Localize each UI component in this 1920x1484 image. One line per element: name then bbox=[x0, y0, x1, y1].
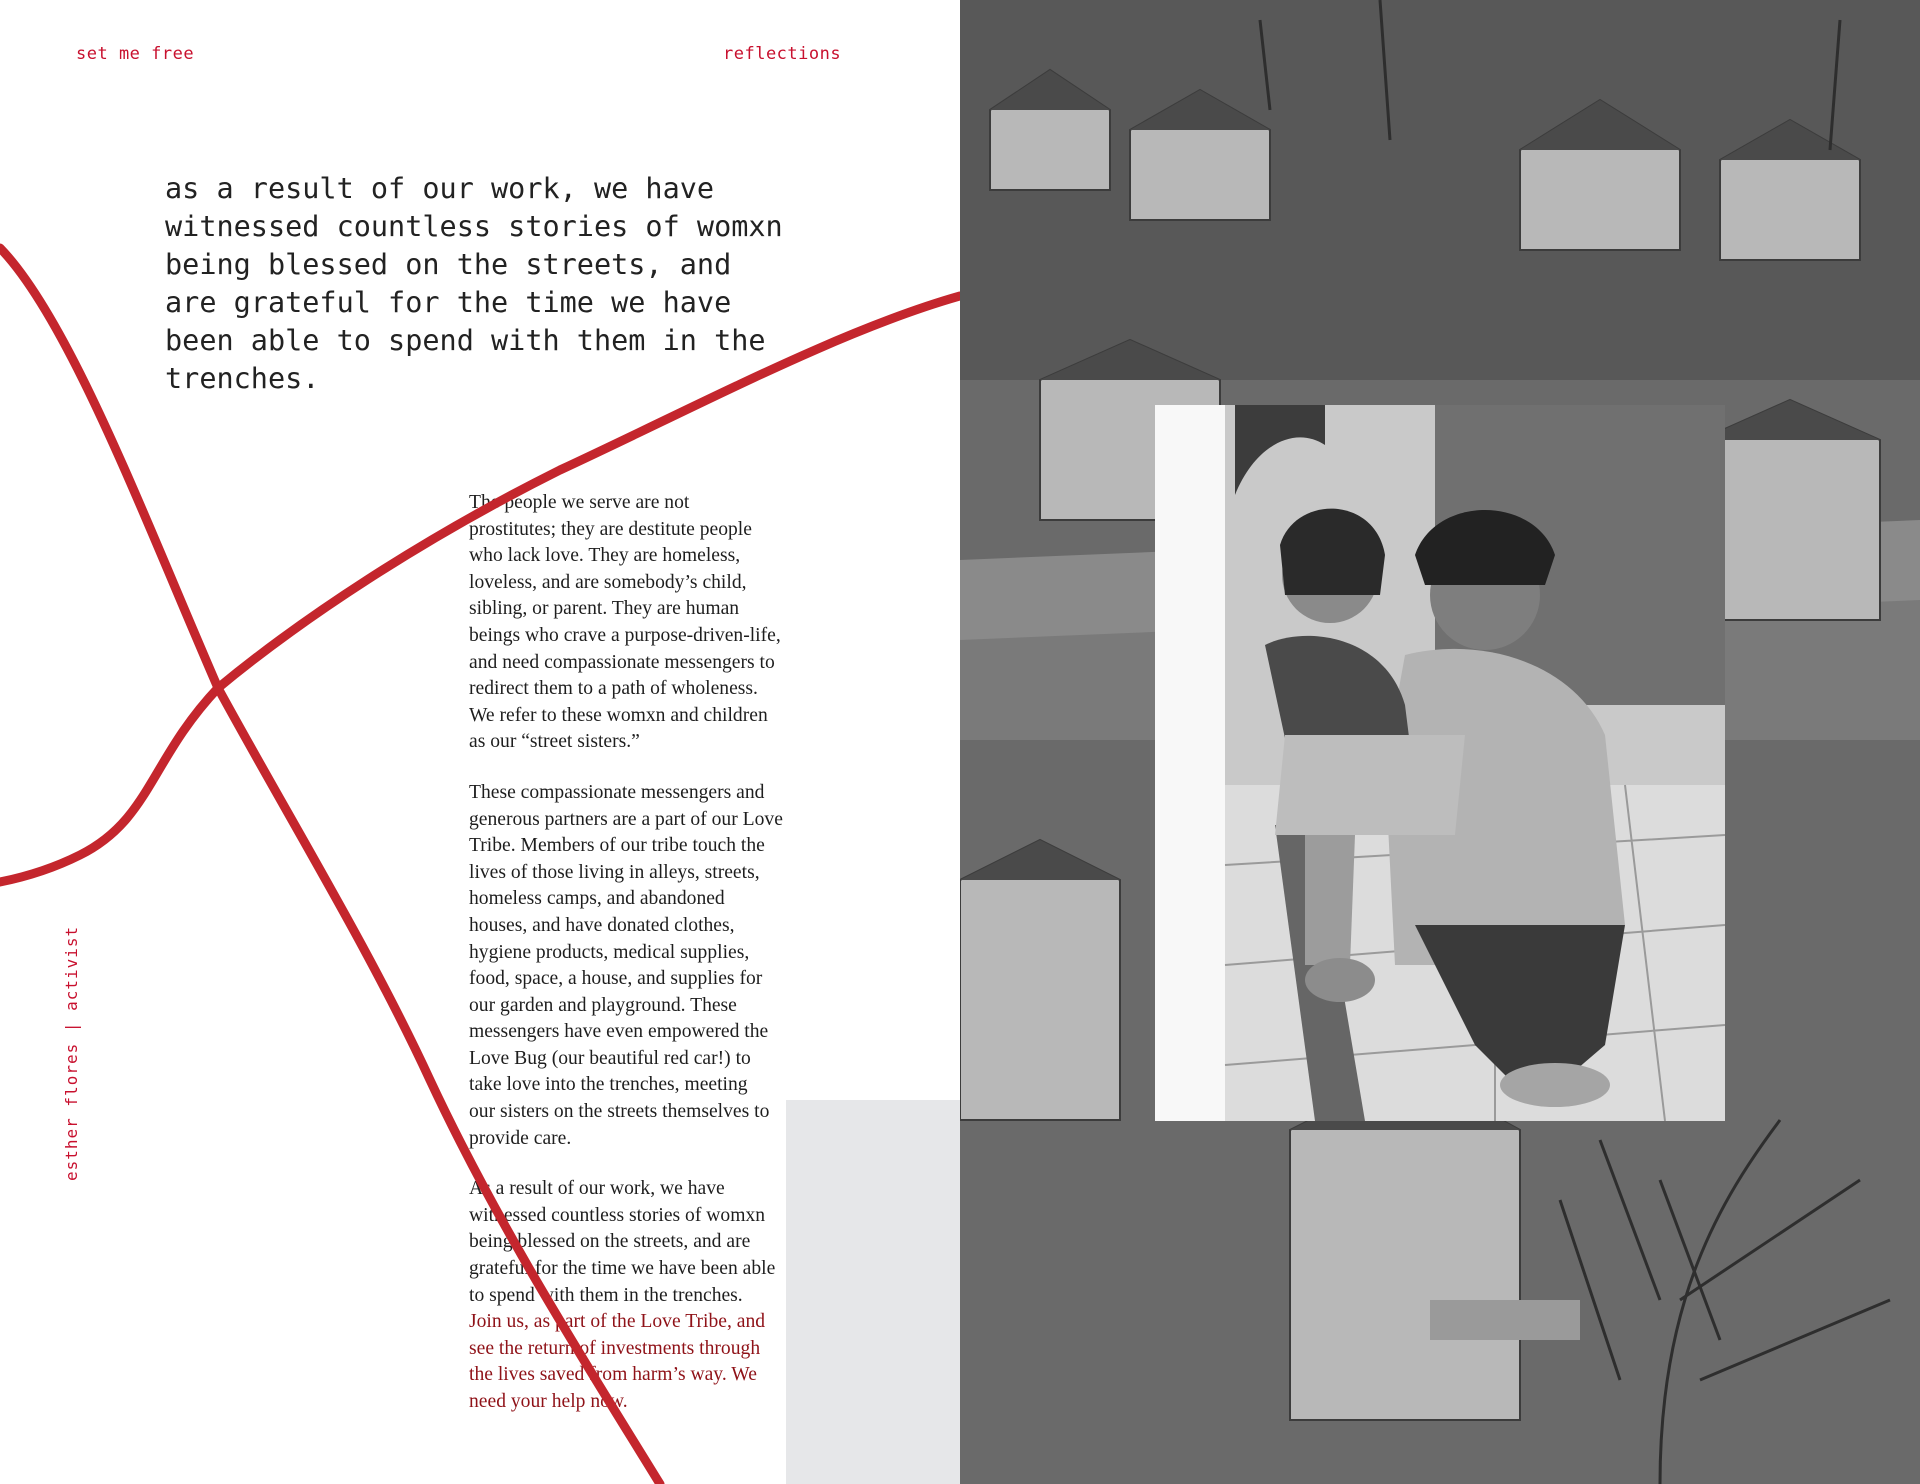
body-copy bbox=[469, 490, 839, 1440]
body-paragraph-2: These compassionate messengers and generous partners are a part of our Love Tribe. Members of our tribe touch the lives of those living in alleys, streets, homeless camps, and abandoned houses, and have donated clothes, hygiene products, medical supplies, food, space, a house, and supplies for our garden and playground. These messengers have even empowered the Love Bug (our beautiful red car!) to take love into the trenches, meeting our sisters on the streets themselves to provide care. bbox=[469, 781, 783, 1149]
body-paragraph-1: The people we serve are not prostitutes; they are destitute people who lack love. They are homeless, loveless, and are somebody’s child, sibling, or parent. They are human beings who crave a purpose-driven-life, and need compassionate messengers to redirect them to a path of wholeness. We refer to these womxn and children as our “street sisters.” bbox=[469, 492, 781, 753]
right-page bbox=[960, 0, 1920, 1484]
call-to-action-text: Join us, as part of the Love Tribe, and see the return of investments through the lives saved from harm’s way. We need your help now. bbox=[469, 1311, 766, 1412]
portrait-photo bbox=[1155, 405, 1725, 1121]
yarn-strand-loop bbox=[0, 688, 218, 882]
body-paragraph-3 bbox=[469, 1176, 839, 1415]
running-head-right: reflections bbox=[723, 44, 842, 64]
running-head-left: set me free bbox=[76, 44, 195, 64]
pull-quote: as a result of our work, we have witnessed countless stories of womxn being blessed on the streets, and are grateful for the time we have been able to spend with them in the trenches. bbox=[165, 172, 783, 395]
photo-content bbox=[1155, 405, 1725, 1121]
body-paragraph-3-text: As a result of our work, we have witnessed countless stories of womxn being blessed on the streets, and are grateful for the time we have been able to spend with them in the trenches. bbox=[469, 1178, 776, 1306]
author-credit: esther flores | activist bbox=[62, 925, 81, 1181]
